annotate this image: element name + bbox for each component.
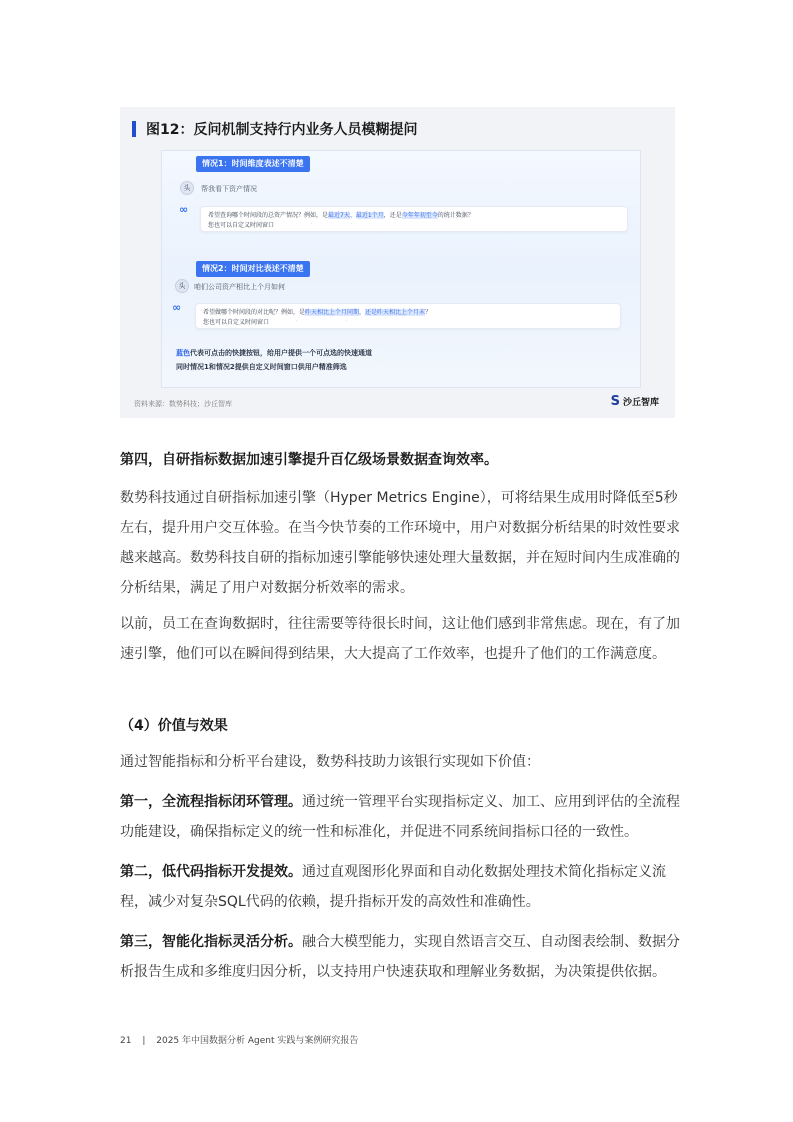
reply-meta-dots: · (351, 221, 353, 226)
case1-tag: 情况1：时间维度表述不清楚 (196, 156, 310, 172)
figure-box (120, 107, 675, 418)
value-item-3-text: 融合大模型能力，实现自然语言交互、自动图表绘制、数据分析报告生成和多维度归因分析，以支持用户快速获取和理解业务数据，为决策提供依据。 (120, 934, 680, 980)
quick-option-last-1-month[interactable]: 最近1个月 (355, 212, 384, 219)
value-item-3-title: 第三，智能化指标灵活分析。 (120, 934, 302, 950)
case1-custom-window[interactable]: 您也可以自定义时间窗口 (208, 222, 275, 229)
quick-option-yesterday-vs-last-month-same-period[interactable]: 昨天相比上个月同期 (305, 309, 360, 316)
case2-reply-line1: 希望做哪个时间段的对比呢？例如，是昨天相比上个月同期，还是昨天相比上个月末？ (203, 309, 432, 316)
brand-s-icon: S (610, 394, 620, 409)
section-heading-value: （4）价值与效果 (120, 718, 228, 734)
value-item-1-text: 通过统一管理平台实现指标定义、加工、应用到评估的全流程功能建设，确保指标定义的统一性和标准化，并促进不同系统间指标口径的一致性。 (120, 794, 680, 840)
case1-ai-reply (200, 206, 628, 232)
report-title: 2025 年中国数据分析 Agent 实践与案例研究报告 (156, 1036, 359, 1046)
brand-name: 沙丘智库 (622, 398, 659, 408)
reply-meta-dots: · (296, 318, 298, 323)
reply-meta-dots: · (311, 221, 313, 226)
brand-logo (611, 394, 659, 409)
value-item-2-text: 通过直观图形化界面和自动化数据处理技术简化指标定义流程，减少对复杂SQL代码的依赖，提升指标开发的高效性和准确性。 (120, 864, 666, 910)
page-footer (120, 1033, 358, 1046)
figure-source: 资料来源：数势科技；沙丘智库 (134, 400, 232, 408)
figure-title-text: 图12：反问机制支持行内业务人员模糊提问 (146, 122, 418, 138)
reply-meta-dots: · (346, 318, 348, 323)
paragraph-before-after: 以前，员工在查询数据时，往往需要等待很长时间，这让他们感到非常焦虑。现在，有了加速引擎，他们可以在瞬间得到结果，大大提高了工作效率，也提升了他们的工作满意度。 (120, 616, 680, 662)
value-item-1-title: 第一，全流程指标闭环管理。 (120, 794, 302, 810)
quick-option-yesterday-vs-last-month-end[interactable]: 还是昨天相比上个月末 (365, 309, 426, 316)
ai-assistant-icon: ∞ (172, 301, 182, 314)
quick-option-last-7-days[interactable]: 最近7天 (328, 212, 350, 219)
value-item-2-title: 第二，低代码指标开发提效。 (120, 864, 302, 880)
case2-custom-window[interactable]: 您也可以自定义时间窗口 (203, 319, 270, 326)
section-heading-fourth: 第四，自研指标数据加速引擎提升百亿级场景数据查询效率。 (120, 452, 498, 468)
paragraph-engine: 数势科技通过自研指标加速引擎（Hyper Metrics Engine），可将结果生成用时降低至5秒左右，提升用户交互体验。在当今快节奏的工作环境中，用户对数据分析结果的时效性要求越来越高。数势科技自研的指标加速引擎能够快速处理大量数据，并在短时间内生成准确的分析结果，满足了用户对数据分析效率的需求。 (120, 490, 680, 596)
paragraph-value-intro: 通过智能指标和分析平台建设，数势科技助力该银行实现如下价值： (120, 754, 540, 770)
ai-assistant-icon: ∞ (179, 203, 189, 216)
case2-ai-reply (195, 303, 621, 329)
case1-reply-line1: 希望查询哪个时间段的总资产情况？例如，是最近7天、最近1个月，还是今年年初至今的统计数据？ (208, 212, 474, 219)
user-avatar-icon: 头 (175, 279, 189, 293)
figure-note-line1: 蓝色代表可点击的快捷按钮，给用户提供一个可点选的快速通道 (176, 349, 372, 357)
case2-tag: 情况2：时间对比表述不清楚 (196, 261, 310, 277)
value-item-3 (120, 927, 680, 987)
value-item-2 (120, 857, 680, 917)
case2-user-message: 咱们公司资产相比上个月如何 (194, 283, 285, 291)
user-avatar-icon: 头 (180, 181, 194, 195)
quick-option-year-to-date[interactable]: 今年年初至今 (401, 212, 438, 219)
value-item-1 (120, 787, 680, 847)
case1-user-message: 帮我看下资产情况 (201, 185, 257, 193)
figure-screenshot (161, 150, 641, 388)
title-accent-bar (132, 121, 136, 137)
footer-separator: | (142, 1036, 146, 1046)
figure-note-line2: 同时情况1和情况2提供自定义时间窗口供用户精准筛选 (176, 363, 347, 371)
figure-title (132, 119, 417, 139)
page-number: 21 (120, 1036, 132, 1046)
